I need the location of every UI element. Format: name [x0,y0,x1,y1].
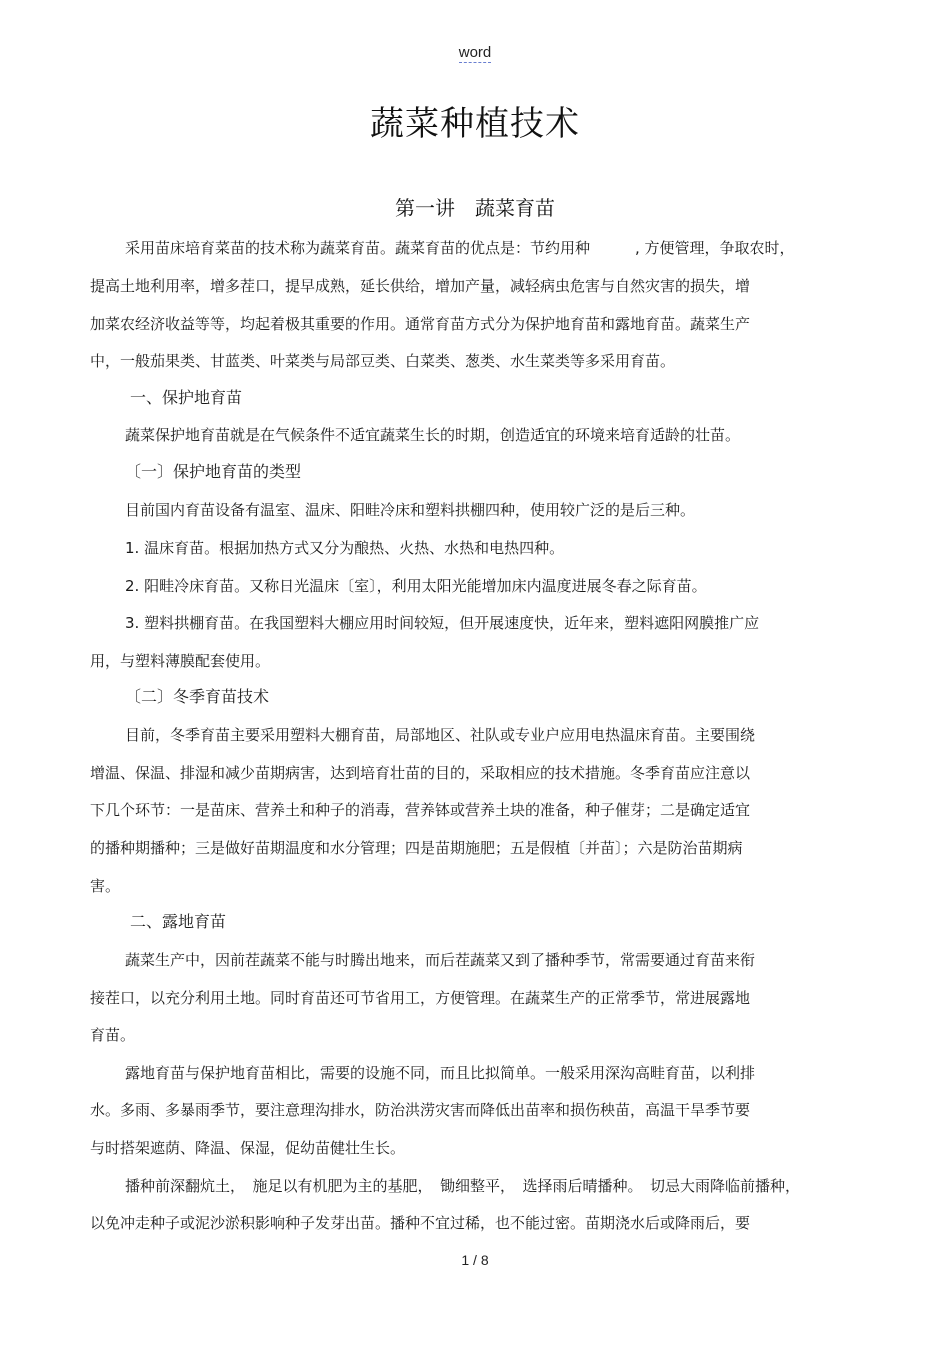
paragraph-line: 与时搭架遮荫、降温、保湿，促幼苗健壮生长。 [90,1139,406,1157]
paragraph-line: 育苗。 [90,1026,136,1044]
subsection-heading: 〔二〕冬季育苗技术 [125,687,270,706]
paragraph-line: 采用苗床培育菜苗的技术称为蔬菜育苗。蔬菜育苗的优点是：节约用种 , 方便管理，争取农时， [125,239,795,257]
paragraph-line: 的播种期播种；三是做好苗期温度和水分管理；四是苗期施肥；五是假植〔并苗〕；六是防治苗期病 [90,839,743,857]
page-number: 1 / 8 [461,1252,489,1268]
page-header [0,44,950,61]
paragraph-line: 蔬菜保护地育苗就是在气候条件不适宜蔬菜生长的时期，创造适宜的环境来培育适龄的壮苗。 [125,426,741,444]
list-item: 2. 阳畦冷床育苗。又称日光温床〔室〕，利用太阳光能增加床内温度进展冬春之际育苗。 [125,577,707,595]
paragraph-line: 目前，冬季育苗主要采用塑料大棚育苗，局部地区、社队或专业户应用电热温床育苗。主要围绕 [125,726,756,744]
paragraph-line: 下几个环节：一是苗床、营养土和种子的消毒，营养钵或营养土块的准备，种子催芽；二是确定适宜 [90,801,751,819]
paragraph-line: 接茬口，以充分利用土地。同时育苗还可节省用工，方便管理。在蔬菜生产的正常季节，常进展露地 [90,989,751,1007]
paragraph-line: 露地育苗与保护地育苗相比，需要的设施不同，而且比拟简单。一般采用深沟高畦育苗，以利排 [125,1064,756,1082]
header-word-label: word [458,44,492,61]
list-item: 3. 塑料拱棚育苗。在我国塑料大棚应用时间较短，但开展速度快，近年来，塑料遮阳网膜推广应 [125,614,760,632]
paragraph-line: 水。多雨、多暴雨季节，要注意理沟排水，防治洪涝灾害而降低出苗率和损伤秧苗，高温干旱季节要 [90,1101,751,1119]
paragraph-line: 播种前深翻炕土， 施足以有机肥为主的基肥， 锄细整平， 选择雨后晴播种。 切忌大雨降临前播种， [125,1177,801,1195]
paragraph-line: 增温、保温、排湿和减少苗期病害，达到培育壮苗的目的，采取相应的技术措施。冬季育苗应注意以 [90,764,751,782]
lecture-title: 第一讲 蔬菜育苗 [395,196,555,220]
paragraph-line: 用，与塑料薄膜配套使用。 [90,652,271,670]
subsection-heading: 〔一〕保护地育苗的类型 [125,462,302,481]
list-item: 1. 温床育苗。根据加热方式又分为酿热、火热、水热和电热四种。 [125,539,565,557]
paragraph-line: 以免冲走种子或泥沙淤积影响种子发芽出苗。播种不宜过稀，也不能过密。苗期浇水后或降雨后，要 [90,1214,751,1232]
paragraph-line: 蔬菜生产中，因前茬蔬菜不能与时腾出地来，而后茬蔬菜又到了播种季节，常需要通过育苗来衔 [125,951,756,969]
paragraph-line: 中，一般茄果类、甘蓝类、叶菜类与局部豆类、白菜类、葱类、水生菜类等多采用育苗。 [90,352,676,370]
paragraph-line: 加菜农经济收益等等，均起着极其重要的作用。通常育苗方式分为保护地育苗和露地育苗。蔬菜生产 [90,315,751,333]
section-heading: 二、露地育苗 [130,912,227,931]
paragraph-line: 提高土地利用率，增多茬口，提早成熟，延长供给，增加产量，减轻病虫危害与自然灾害的损失，增 [90,277,751,295]
paragraph-line: 害。 [90,877,121,895]
paragraph-line: 目前国内育苗设备有温室、温床、阳畦冷床和塑料拱棚四种，使用较广泛的是后三种。 [125,501,696,519]
section-heading: 一、保护地育苗 [130,388,243,407]
document-title: 蔬菜种植技术 [370,104,580,144]
